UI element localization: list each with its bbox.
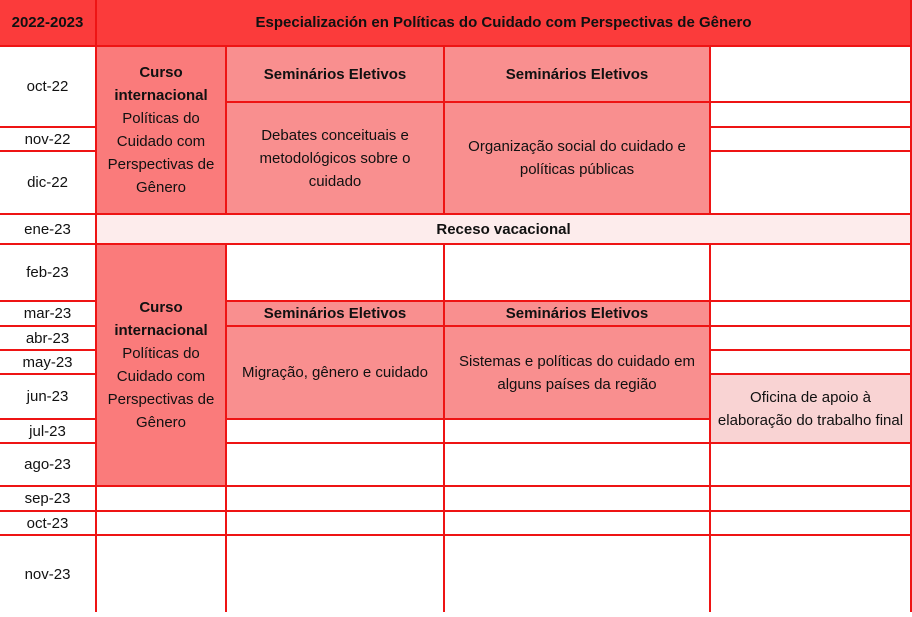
month-cell-feb-23	[0, 245, 97, 302]
empty-cell	[711, 327, 912, 351]
empty-cell	[227, 536, 445, 612]
empty-cell	[227, 444, 445, 487]
year-range-header	[0, 0, 97, 47]
empty-cell	[711, 302, 912, 327]
month-label: oct-22	[26, 78, 69, 95]
empty-cell	[711, 444, 912, 487]
seminarios-eletivos-label: Seminários Eletivos	[505, 305, 649, 322]
seminarios-eletivos-label: Seminários Eletivos	[505, 65, 649, 83]
month-label: mar-23	[23, 305, 72, 322]
month-cell-nov-23	[0, 536, 97, 612]
month-cell-mar-23	[0, 302, 97, 327]
month-label: jul-23	[29, 422, 66, 440]
empty-cell	[711, 128, 912, 152]
month-cell-ene-23	[0, 215, 97, 245]
empty-cell	[97, 512, 227, 536]
month-cell-ago-23	[0, 444, 97, 487]
empty-cell	[227, 512, 445, 536]
empty-cell	[97, 536, 227, 612]
month-label: ene-23	[24, 220, 71, 238]
month-label: may-23	[22, 353, 73, 371]
sistemas-label: Sistemas e políticas do cuidado em alguns países da região	[459, 352, 695, 393]
empty-cell	[711, 245, 912, 302]
month-label: nov-23	[24, 565, 71, 583]
program-title-header	[97, 0, 912, 47]
curso-body: Políticas do Cuidado com Perspectivas de Gênero	[107, 345, 215, 431]
receso-vacacional-cell	[97, 215, 912, 245]
empty-cell	[445, 444, 711, 487]
sistemas-cell	[445, 327, 711, 420]
month-label: oct-23	[26, 514, 69, 532]
month-label: dic-22	[27, 174, 68, 191]
curso-heading: Curso internacional	[114, 299, 208, 339]
curso-heading: Curso internacional	[114, 64, 208, 104]
empty-cell	[227, 487, 445, 512]
empty-cell	[711, 47, 912, 103]
curso-internacional-block-1	[97, 47, 227, 215]
empty-cell	[711, 103, 912, 128]
empty-cell	[227, 420, 445, 444]
empty-cell	[445, 536, 711, 612]
empty-cell	[227, 245, 445, 302]
empty-cell	[445, 487, 711, 512]
month-cell-sep-23	[0, 487, 97, 512]
seminarios-eletivos-label: Seminários Eletivos	[263, 65, 407, 83]
curso-body: Políticas do Cuidado com Perspectivas de Gênero	[107, 110, 215, 196]
oficina-label: Oficina de apoio à elaboração do trabalho final	[717, 388, 904, 429]
seminarios-eletivos-header-3	[227, 302, 445, 327]
curso-internacional-block-2	[97, 245, 227, 487]
oficina-cell	[711, 375, 912, 444]
month-cell-jun-23	[0, 375, 97, 420]
month-cell-nov-22	[0, 128, 97, 152]
empty-cell	[711, 536, 912, 612]
month-cell-jul-23	[0, 420, 97, 444]
empty-cell	[445, 420, 711, 444]
empty-cell	[711, 152, 912, 215]
month-label: jun-23	[26, 388, 69, 405]
empty-cell	[711, 351, 912, 375]
empty-cell	[711, 512, 912, 536]
empty-cell	[445, 245, 711, 302]
month-label: ago-23	[24, 456, 71, 473]
month-cell-dic-22	[0, 152, 97, 215]
seminarios-eletivos-header-2	[445, 47, 711, 103]
month-cell-oct-22	[0, 47, 97, 128]
organizacao-label: Organização social do cuidado e políticas públicas	[468, 138, 686, 178]
month-label: feb-23	[26, 264, 69, 281]
seminarios-eletivos-header-4	[445, 302, 711, 327]
migracao-label: Migração, gênero e cuidado	[242, 364, 428, 381]
empty-cell	[711, 487, 912, 512]
debates-label: Debates conceituais e metodológicos sobre o cuidado	[259, 126, 411, 190]
receso-label: Receso vacacional	[436, 220, 571, 238]
program-title-label: Especialización en Políticas do Cuidado com Perspectivas de Gênero	[255, 14, 752, 31]
organizacao-cell	[445, 103, 711, 215]
seminarios-eletivos-header-1	[227, 47, 445, 103]
month-label: nov-22	[24, 130, 71, 148]
month-cell-oct-23	[0, 512, 97, 536]
month-label: sep-23	[24, 490, 71, 507]
debates-cell	[227, 103, 445, 215]
month-cell-may-23	[0, 351, 97, 375]
empty-cell	[97, 487, 227, 512]
empty-cell	[445, 512, 711, 536]
month-cell-abr-23	[0, 327, 97, 351]
year-range-label: 2022-2023	[11, 14, 84, 31]
migracao-cell	[227, 327, 445, 420]
month-label: abr-23	[25, 329, 70, 347]
seminarios-eletivos-label: Seminários Eletivos	[263, 305, 407, 322]
